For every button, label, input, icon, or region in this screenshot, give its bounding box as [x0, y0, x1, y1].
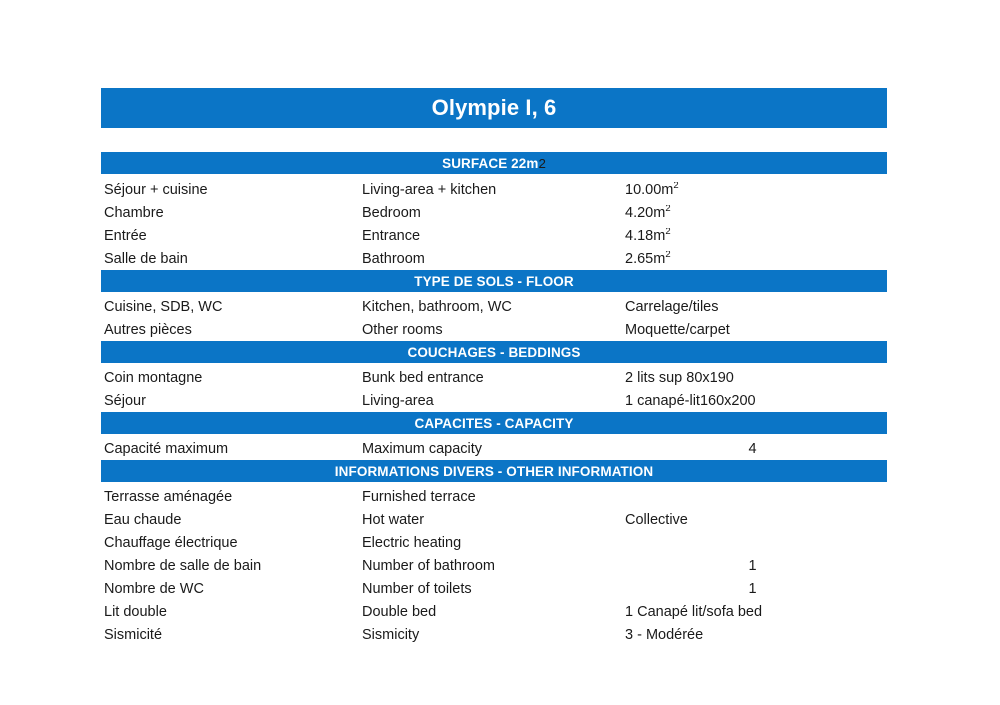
row-label-en: Bedroom: [362, 204, 421, 221]
section-heading: INFORMATIONS DIVERS - OTHER INFORMATION: [334, 463, 654, 479]
section-rows: [101, 482, 887, 646]
table-row: [101, 247, 887, 270]
section-heading-superscript: 2: [538, 155, 546, 171]
row-label-fr: Capacité maximum: [104, 440, 229, 457]
section-block: [101, 152, 887, 270]
row-label-en: Bunk bed entrance: [362, 369, 484, 386]
table-row: [101, 178, 887, 201]
row-label-fr: Terrasse aménagée: [104, 488, 233, 505]
row-value: [625, 512, 887, 528]
table-row: [101, 600, 887, 623]
row-label-fr: Chauffage électrique: [104, 534, 238, 551]
row-value: [625, 205, 887, 221]
page-title: Olympie I, 6: [431, 95, 557, 120]
section-block: [101, 412, 887, 460]
row-value-text: 2 lits sup 80x190: [625, 369, 734, 386]
section-block: [101, 270, 887, 341]
row-label-en: Maximum capacity: [362, 440, 483, 457]
row-label-fr: Séjour: [104, 392, 146, 409]
section-rows: [101, 363, 887, 412]
row-value-text: 4.18m: [625, 227, 666, 244]
row-value-superscript: 2: [673, 181, 679, 191]
section-heading: COUCHAGES - BEDDINGS: [407, 344, 581, 360]
row-label-en: Living-area + kitchen: [362, 181, 497, 198]
document-title-bar: [101, 88, 887, 128]
row-value: [625, 604, 887, 620]
row-label-fr: Sismicité: [104, 626, 163, 643]
table-row: [101, 318, 887, 341]
row-label-en: Kitchen, bathroom, WC: [362, 298, 512, 315]
row-label-en: Entrance: [362, 227, 421, 244]
row-value-text: 4: [748, 440, 757, 457]
row-label-fr: Entrée: [104, 227, 147, 244]
row-label-fr: Cuisine, SDB, WC: [104, 298, 223, 315]
row-value-text: 1: [748, 557, 757, 574]
row-label-en: Number of bathroom: [362, 557, 495, 574]
row-value-text: Carrelage/tiles: [625, 298, 719, 315]
row-value-superscript: 2: [665, 204, 671, 214]
table-row: [101, 295, 887, 318]
table-row: [101, 437, 887, 460]
section-header-bar: [101, 412, 887, 434]
row-value: [625, 441, 887, 457]
section-rows: [101, 292, 887, 341]
section-header-bar: [101, 270, 887, 292]
row-label-en: Hot water: [362, 511, 425, 528]
section-rows: [101, 434, 887, 460]
table-row: [101, 554, 887, 577]
row-label-en: Double bed: [362, 603, 437, 620]
section-header-bar: [101, 152, 887, 174]
row-label-fr: Autres pièces: [104, 321, 192, 338]
row-value: [625, 558, 887, 574]
section-block: [101, 341, 887, 412]
row-value-superscript: 2: [665, 227, 671, 237]
section-block: [101, 460, 887, 646]
row-value: [625, 299, 887, 315]
table-row: [101, 531, 887, 554]
section-header-bar: [101, 341, 887, 363]
row-label-fr: Nombre de WC: [104, 580, 204, 597]
row-value: [625, 228, 887, 244]
row-value-text: 1: [748, 580, 757, 597]
row-label-fr: Eau chaude: [104, 511, 182, 528]
row-value-text: Moquette/carpet: [625, 321, 730, 338]
table-row: [101, 389, 887, 412]
section-heading: CAPACITES - CAPACITY: [414, 415, 574, 431]
row-value-text: 1 Canapé lit/sofa bed: [625, 603, 763, 620]
row-value: [625, 393, 887, 409]
row-value-text: 2.65m: [625, 250, 666, 267]
row-label-fr: Chambre: [104, 204, 164, 221]
row-label-fr: Lit double: [104, 603, 167, 620]
row-label-fr: Salle de bain: [104, 250, 188, 267]
row-value-text: 4.20m: [625, 204, 666, 221]
table-row: [101, 623, 887, 646]
section-header-bar: [101, 460, 887, 482]
row-value-superscript: 2: [665, 250, 671, 260]
row-label-en: Sismicity: [362, 626, 420, 643]
table-row: [101, 508, 887, 531]
row-label-en: Furnished terrace: [362, 488, 476, 505]
table-row: [101, 577, 887, 600]
row-value: [625, 251, 887, 267]
apartment-fact-sheet: [101, 88, 887, 646]
row-value-text: 1 canapé-lit160x200: [625, 392, 756, 409]
row-value: [625, 182, 887, 198]
section-heading: SURFACE 22m: [442, 155, 539, 171]
sections-container: [101, 152, 887, 646]
row-value: [625, 370, 887, 386]
row-value: [625, 322, 887, 338]
row-label-en: Living-area: [362, 392, 434, 409]
row-label-fr: Nombre de salle de bain: [104, 557, 262, 574]
row-label-en: Other rooms: [362, 321, 443, 338]
row-label-en: Number of toilets: [362, 580, 472, 597]
row-value: [625, 581, 887, 597]
row-label-fr: Coin montagne: [104, 369, 203, 386]
row-value: [625, 627, 887, 643]
table-row: [101, 366, 887, 389]
table-row: [101, 224, 887, 247]
section-rows: [101, 174, 887, 270]
row-label-fr: Séjour + cuisine: [104, 181, 208, 198]
row-label-en: Bathroom: [362, 250, 425, 267]
section-heading: TYPE DE SOLS - FLOOR: [414, 273, 574, 289]
table-row: [101, 485, 887, 508]
row-value-text: 3 - Modérée: [625, 626, 704, 643]
row-value-text: 10.00m: [625, 181, 674, 198]
table-row: [101, 201, 887, 224]
title-spacer: [101, 128, 887, 152]
row-value-text: Collective: [625, 511, 688, 528]
row-label-en: Electric heating: [362, 534, 462, 551]
